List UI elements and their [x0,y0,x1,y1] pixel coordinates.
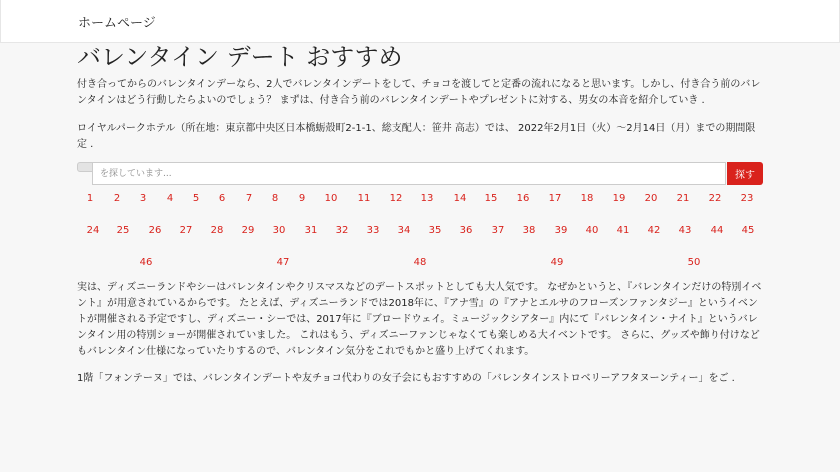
page-link[interactable]: 17 [548,193,562,204]
page-link[interactable]: 50 [687,257,701,268]
page-link[interactable]: 11 [357,193,371,204]
page-link[interactable]: 1 [86,193,94,204]
navbar [0,0,840,43]
search-bar [77,162,763,185]
page-link[interactable]: 31 [304,225,318,236]
page-link[interactable]: 20 [644,193,658,204]
page-link[interactable]: 43 [678,225,692,236]
page-link[interactable]: 42 [647,225,661,236]
intro-paragraph: 付き合ってからのバレンタインデーなら、2人でバレンタインデートをして、チョコを渡してと定番の流れになると思います。しかし、付き合う前のバレンタインはどう行動したらよいのでしょう？ まずは、付き合う前のバレンタインデートやプレゼントに対する、男女の本音を紹介していき . [77,79,761,106]
page-link[interactable]: 45 [741,225,755,236]
page-link[interactable]: 24 [86,225,100,236]
page-link[interactable]: 35 [428,225,442,236]
page-link[interactable]: 38 [522,225,536,236]
page-link[interactable]: 4 [166,193,174,204]
page-link[interactable]: 6 [218,193,226,204]
page-link[interactable]: 14 [453,193,467,204]
page-link[interactable]: 16 [516,193,530,204]
page-link[interactable]: 26 [148,225,162,236]
closing-paragraph: 1階「フォンテーヌ」では、バレンタインデートや友チョコ代わりの女子会にもおすすめの「バレンタインストロベリーアフタヌーンティー」をご . [77,373,735,384]
search-button[interactable]: 探す [727,162,763,185]
page-link[interactable]: 30 [272,225,286,236]
page-link[interactable]: 25 [116,225,130,236]
search-input[interactable] [92,162,726,185]
page-link[interactable]: 23 [740,193,754,204]
hotel-info-paragraph: ロイヤルパークホテル（所在地：東京都中央区日本橋蛎殻町2-1-1、総支配人：笹井 高志）では、 2022年2月1日（火）～2月14日（月）までの期間限定 . [77,123,756,150]
page-link[interactable]: 37 [491,225,505,236]
page-link[interactable]: 34 [397,225,411,236]
page-title: バレンタイン デート おすすめ [77,43,403,71]
page-link[interactable]: 8 [271,193,279,204]
page-link[interactable]: 49 [550,257,564,268]
page-link[interactable]: 19 [612,193,626,204]
pagination [77,192,763,277]
page-link[interactable]: 10 [324,193,338,204]
page-link[interactable]: 22 [708,193,722,204]
article-body [77,280,763,387]
brand-link[interactable]: ホームページ [78,16,156,31]
page-link[interactable]: 41 [616,225,630,236]
page-link[interactable]: 12 [389,193,403,204]
page-link[interactable]: 46 [139,257,153,268]
page-link[interactable]: 3 [139,193,147,204]
page-link[interactable]: 28 [210,225,224,236]
page-link[interactable]: 15 [484,193,498,204]
page-link[interactable]: 40 [585,225,599,236]
page-link[interactable]: 2 [113,193,121,204]
page-link[interactable]: 33 [366,225,380,236]
page-link[interactable]: 5 [192,193,200,204]
page-link[interactable]: 32 [335,225,349,236]
page-link[interactable]: 44 [710,225,724,236]
main-content [77,42,763,387]
page-link[interactable]: 48 [413,257,427,268]
page-link[interactable]: 18 [580,193,594,204]
page-link[interactable]: 39 [554,225,568,236]
page-link[interactable]: 21 [676,193,690,204]
body-paragraph: 実は、ディズニーランドやシーはバレンタインやクリスマスなどのデートスポットとしても大人気です。 なぜかというと、『バレンタインだけの特別イベント』が用意されているからです。 たとえば、ディズニーランドでは2018年に、『アナ雪』の『アナとエルサのフローズンファンタジー』というイベントが開催される予定ですし、ディズニー・シーでは、2017年に『ブロードウェイ。ミュージックシアター』内にて『バレンタイン・ナイト』というバレンタイン用の特別ショーが開催されていました。 これはもう、ディズニーファンじゃなくても楽しめる大イベントです。 さらに、グッズや飾り付けなどもバレンタイン仕様になっていたりするので、バレンタイン気分をこれでもかと盛り上げてくれます。 [77,282,762,357]
page-link[interactable]: 29 [241,225,255,236]
page-link[interactable]: 9 [298,193,306,204]
page-link[interactable]: 7 [245,193,253,204]
page-link[interactable]: 27 [179,225,193,236]
page-link[interactable]: 13 [420,193,434,204]
page-link[interactable]: 47 [276,257,290,268]
page-link[interactable]: 36 [459,225,473,236]
